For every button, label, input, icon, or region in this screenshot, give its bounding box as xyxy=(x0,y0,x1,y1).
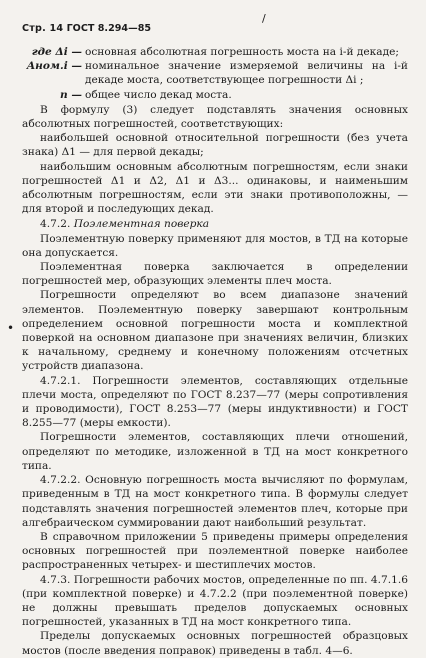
paragraph: Пределы допускаемых основных погрешностей образцовых мостов (после введения поправок) приведены в табл. 4—6. xyxy=(22,630,408,657)
definition-text: основная абсолютная погрешность моста на i-й декаде; xyxy=(85,46,399,58)
definitions-list xyxy=(22,45,408,102)
definition-term: где Δi — xyxy=(31,46,82,58)
definition-text: общее число декад моста. xyxy=(85,88,232,101)
definition-term: n — xyxy=(60,88,82,101)
page-number: Стр. 14 xyxy=(22,23,64,34)
paragraph: 4.7.3. Погрешности рабочих мостов, определенные по пп. 4.7.1.6 (при комплектной поверке) и 4.7.2.2 (при поэлементной поверке) не должны превышать пределов допускаемых основных погрешностей, указанных в ТД на мост конкретного типа. xyxy=(22,573,408,629)
definition-text: номинальное значение измеряемой величины на i-й декаде моста, соответствующее погрешности Δi ; xyxy=(85,60,408,87)
paragraph: наибольшей основной относительной погрешности (без учета знака) Δ1 — для первой декады; xyxy=(22,132,408,159)
definition-item xyxy=(22,59,408,87)
section-number: 4.7.2. xyxy=(40,218,71,231)
standard-code: ГОСТ 8.294—85 xyxy=(66,23,152,34)
paragraph: Погрешности элементов, составляющих плечи отношений, определяют по методике, изложенной в ТД на мост конкретного типа. xyxy=(22,431,408,472)
margin-dot: • xyxy=(7,321,15,335)
margin-mark: / xyxy=(262,12,266,25)
paragraph: Поэлементную поверку применяют для мостов, в ТД на которые она допускается. xyxy=(22,232,408,259)
paragraph: В справочном приложении 5 приведены примеры определения основных погрешностей при поэлементной поверке наиболее распространенных четырех- и шестиплечих мостов. xyxy=(22,530,408,572)
paragraph: 4.7.2.2. Основную погрешность моста вычисляют по формулам, приведенным в ТД на мост конкретного типа. В формулы следует подставлять значения погрешностей элементов плеч, которые при алгебраическом суммировании дают наибольший результат. xyxy=(22,474,408,529)
paragraph: наибольшим основным абсолютным погрешностям, если знаки погрешностей Δ1 и Δ2, Δ1 и Δ3... одинаковы, и наименьшим абсолютным погрешностям, если эти знаки противоположны, — для второй и последующих декад. xyxy=(22,160,408,216)
paragraph: Поэлементная поверка заключается в определении погрешностей мер, образующих элементы плеч моста. xyxy=(22,261,408,288)
section-heading-4-7-2 xyxy=(22,217,408,231)
paragraph: Погрешности определяют во всем диапазоне значений элементов. Поэлементную поверку завершают контрольным определением основной погрешности моста и комплектной поверкой на основном диапазоне при значениях величин, близких к начальному, среднему и конечному положениям отсчетных устройств диапазона. xyxy=(22,289,408,373)
definition-item xyxy=(22,45,408,59)
paragraph: 4.7.2.1. Погрешности элементов, составляющих отдельные плечи моста, определяют по ГОСТ 8.237—77 (меры сопротивления и проводимости), ГОСТ 8.253—77 (меры индуктивности) и ГОСТ 8.255—77 (меры емкости). xyxy=(22,374,408,430)
paragraph: В формулу (3) следует подставлять значения основных абсолютных погрешностей, соответствующих: xyxy=(22,103,408,131)
page-header xyxy=(22,12,408,36)
definition-term: Aном.i — xyxy=(26,60,82,73)
definition-item xyxy=(22,88,408,102)
section-title: Поэлементная поверка xyxy=(73,218,210,231)
